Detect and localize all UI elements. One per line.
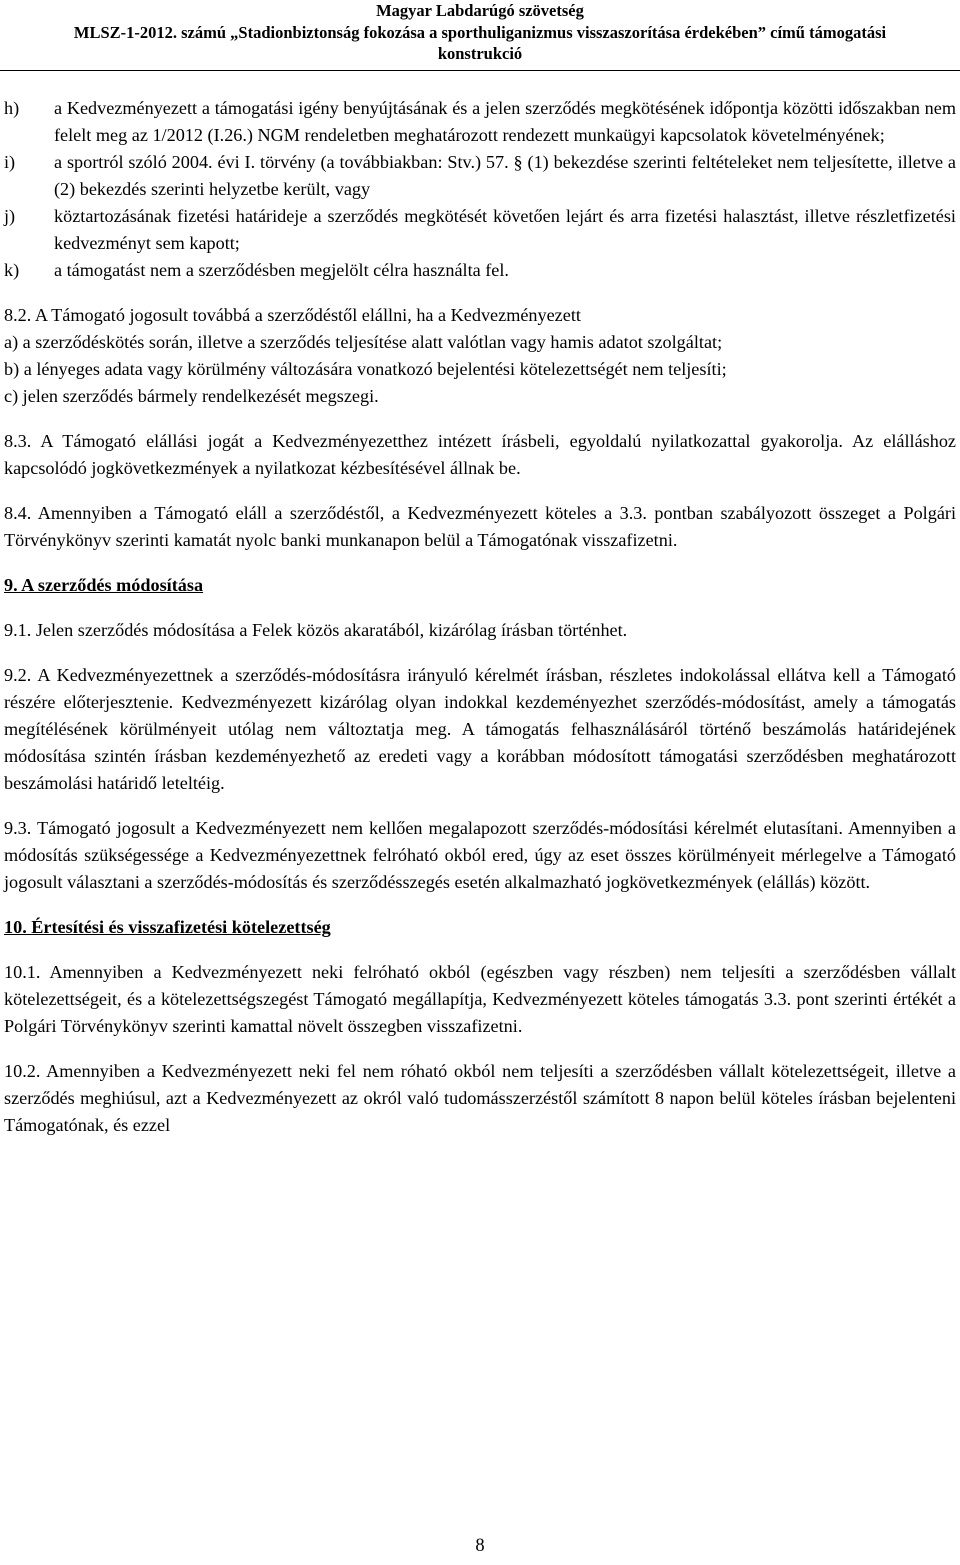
list-marker: k) [4, 260, 20, 280]
section-9-2: 9.2. A Kedvezményezettnek a szerződés-módosításra irányuló kérelmét írásban, részletes indokolással ellátva kell a Támogató részére előterjesztenie. Kedvezményezett kizárólag olyan indokkal kezdeményezhet szerződés-módosítást, amely a támogatás megítélésének körülményeit utólag nem változtatja meg. A támogatás felhasználásáról történő beszámolás határidejének módosítása szintén írásban kezdeményezhető az eredeti vagy a korábban módosított támogatási szerződésben meghatározott beszámolási határidő leteltéig. [4, 665, 956, 793]
list-item-text: köztartozásának fizetési határideje a szerződés megkötését követően lejárt és arra fizetési halasztást, illetve részletfizetési kedvezményt sem kapott; [54, 206, 956, 253]
section-8-4: 8.4. Amennyiben a Támogató eláll a szerződéstől, a Kedvezményezett köteles a 3.3. pontban szabályozott összeget a Polgári Törvénykönyv szerinti kamatát nyolc banki munkanapon belül a Támogatónak visszafizetni. [4, 503, 956, 550]
list-marker: i) [4, 152, 16, 172]
list-item-k [4, 257, 956, 284]
header-program-title-cont: konstrukció [437, 44, 523, 63]
section-8-2-a: a) a szerződéskötés során, illetve a szerződés teljesítése alatt valótlan vagy hamis adatot szolgáltat; [4, 332, 723, 352]
section-8-2-b: b) a lényeges adata vagy körülmény változására vonatkozó bejelentési kötelezettségét nem teljesíti; [4, 359, 727, 379]
section-8-2-c: c) jelen szerződés bármely rendelkezését megszegi. [4, 386, 379, 406]
section-8-3: 8.3. A Támogató elállási jogát a Kedvezményezetthez intézett írásbeli, egyoldalú nyilatkozattal gyakorolja. Az elálláshoz kapcsolódó jogkövetkezmények a nyilatkozat kézbesítésével állnak be. [4, 431, 956, 478]
list-item-i [4, 149, 956, 203]
heading-section-9: 9. A szerződés módosítása [4, 575, 204, 595]
list-item-text: a Kedvezményezett a támogatási igény benyújtásának és a jelen szerződés megkötésének időpontja közötti időszakban nem felelt meg az 1/2012 (I.26.) NGM rendeletben meghatározott rendezett munkaügyi kapcsolatok követelményének; [54, 98, 956, 145]
section-9-1: 9.1. Jelen szerződés módosítása a Felek közös akaratából, kizárólag írásban történhet. [4, 620, 628, 640]
heading-section-10: 10. Értesítési és visszafizetési kötelezettség [4, 917, 331, 937]
page-number: 8 [475, 1536, 485, 1556]
section-9-3: 9.3. Támogató jogosult a Kedvezményezett nem kellően megalapozott szerződés-módosítási kérelmét elutasítani. Amennyiben a módosítás szükségessége a Kedvezményezettnek felróható okból ered, úgy az eset összes körülményeit mérlegelve a Támogató jogosult választani a szerződés-módosítás és szerződésszegés esetén alkalmazható jogkövetkezmények (elállás) között. [4, 818, 956, 892]
list-marker: j) [4, 206, 16, 226]
list-item-h [4, 95, 956, 149]
list-item-text: a támogatást nem a szerződésben megjelölt célra használta fel. [54, 260, 509, 280]
header-program-title: MLSZ-1-2012. számú „Stadionbiztonság fokozása a sporthuliganizmus visszaszorítása érdekében” című támogatási [73, 22, 887, 42]
section-10-1: 10.1. Amennyiben a Kedvezményezett neki felróható okból (egészben vagy részben) nem teljesíti a szerződésben vállalt kötelezettségeit, és a kötelezettségszegést Támogató megállapítja, Kedvezményezett köteles támogatás 3.3. pont szerinti értékét a Polgári Törvénykönyv szerinti kamattal növelt összegben visszafizetni. [4, 962, 956, 1036]
section-10-2: 10.2. Amennyiben a Kedvezményezett neki fel nem róható okból nem teljesíti a szerződésben vállalt kötelezettségeit, illetve a szerződés meghiúsul, azt a Kedvezményezett az okról való tudomásszerzéstől számított 8 napon belül köteles írásban bejelenteni Támogatónak, és ezzel [4, 1061, 956, 1135]
header-organization: Magyar Labdarúgó szövetség [376, 1, 584, 20]
header-divider [0, 70, 960, 71]
list-marker: h) [4, 98, 20, 118]
document-body [4, 95, 956, 1139]
section-8-2-intro: 8.2. A Támogató jogosult továbbá a szerződéstől elállni, ha a Kedvezményezett [4, 305, 581, 325]
list-item-text: a sportról szóló 2004. évi I. törvény (a továbbiakban: Stv.) 57. § (1) bekezdése szerinti feltételeket nem teljesítette, illetve a (2) bekezdés szerinti helyzetbe került, vagy [54, 152, 956, 199]
document-header [0, 0, 960, 65]
list-item-j [4, 203, 956, 257]
